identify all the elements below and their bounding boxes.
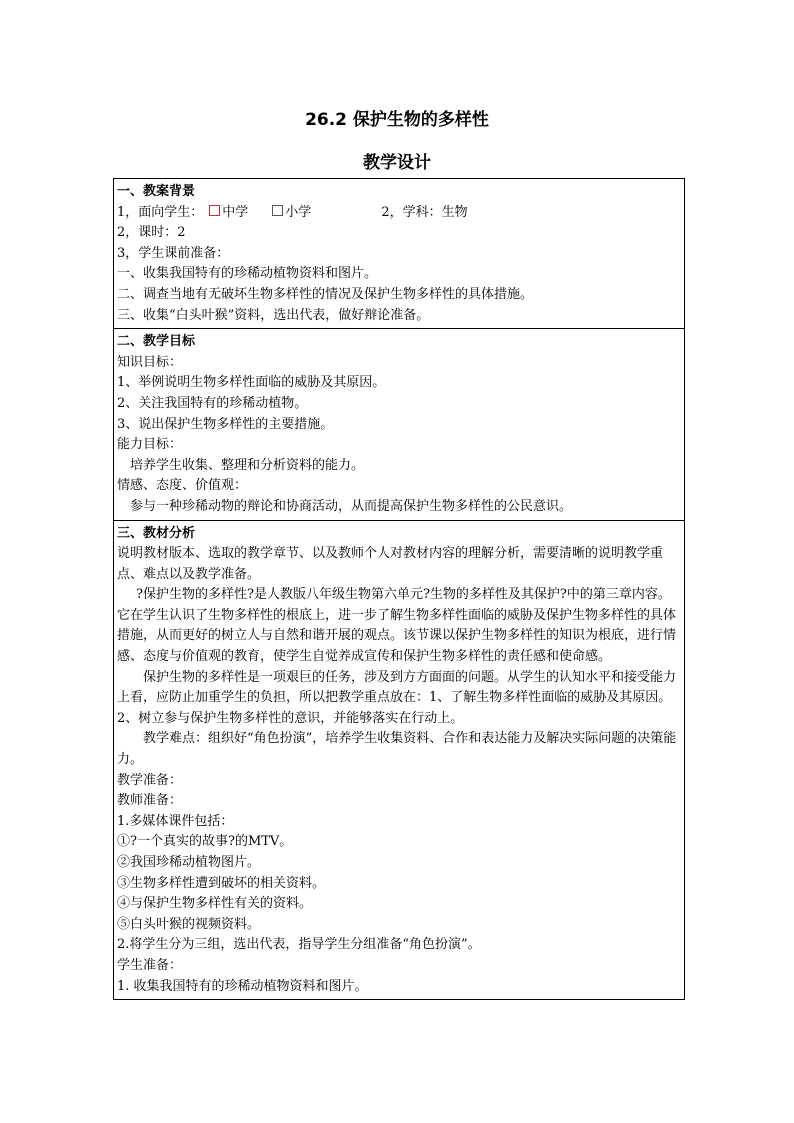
section-analysis-row bbox=[114, 520, 685, 1000]
section-heading: 三、教材分析 bbox=[117, 525, 196, 541]
analysis-paragraph: ?保护生物的多样性?是人教版八年级生物第六单元?生物的多样性及其保护?中的第三章内容。它在学生认识了生物多样性的根底上，进一步了解生物多样性面临的威胁及保护生物多样性的具体措施，从而更好的树立人与自然和谐开展的观点。该节课以保护生物多样性的知识为根底，进行情感、态度与价值观的教育，使学生自觉养成宣传和保护生物多样性的责任感和使命感。 bbox=[117, 587, 677, 665]
multimedia-item: ⑤白头叶猴的视频资料。 bbox=[117, 916, 261, 932]
knowledge-item: 2、关注我国特有的珍稀动植物。 bbox=[117, 395, 308, 411]
multimedia-item: ①?一个真实的故事?的MTV。 bbox=[117, 834, 293, 850]
section-objectives-row bbox=[114, 329, 685, 520]
student-prep-item: 1. 收集我国特有的珍稀动植物资料和图片。 bbox=[117, 978, 368, 994]
analysis-intro: 说明教材版本、选取的教学章节、以及教师个人对教材内容的理解分析，需要清晰的说明教学重点、难点以及教学准备。 bbox=[117, 546, 664, 582]
prep-item: 一、收集我国特有的珍稀动植物资料和图片。 bbox=[117, 266, 378, 282]
knowledge-label: 知识目标： bbox=[117, 354, 183, 370]
multimedia-item: ②我国珍稀动植物图片。 bbox=[117, 855, 261, 870]
prep-label: 3，学生课前准备： bbox=[117, 245, 230, 261]
checkbox-primary-icon[interactable] bbox=[272, 205, 283, 216]
hours-text: 2，课时：2 bbox=[117, 225, 186, 241]
section-heading: 一、教案背景 bbox=[117, 184, 196, 199]
analysis-paragraph: 教学难点：组织好“角色扮演”，培养学生收集资料、合作和表达能力及解决实际问题的决策能力。 bbox=[117, 731, 677, 768]
option-middle-label: 中学 bbox=[222, 204, 249, 220]
section-background-cell bbox=[114, 179, 685, 329]
emotion-text: 参与一种珍稀动物的辩论和协商活动，从而提高保护生物多样性的公民意识。 bbox=[130, 498, 573, 514]
teacher-prep-label: 教师准备： bbox=[117, 793, 183, 809]
multimedia-item: ③生物多样性遭到破坏的相关资料。 bbox=[117, 875, 326, 891]
section-heading: 二、教学目标 bbox=[117, 334, 196, 350]
student-prep-label: 学生准备： bbox=[117, 957, 183, 973]
lesson-plan-table bbox=[113, 178, 685, 1000]
multimedia-label: 1.多媒体课件包括： bbox=[117, 813, 234, 829]
subject-text: 2，学科：生物 bbox=[381, 204, 468, 220]
prep-item: 三、收集“白头叶猴”资料，选出代表，做好辩论准备。 bbox=[117, 307, 430, 323]
audience-label: 1，面向学生： bbox=[117, 204, 204, 220]
analysis-paragraph: 保护生物的多样性是一项艰巨的任务，涉及到方方面面的问题。从学生的认知水平和接受能力上看，应防止加重学生的负担，所以把教学重点放在：1、了解生物多样性面临的威胁及其原因。2、树立参与保护生物多样性的意识，并能够落实在行动上。 bbox=[117, 669, 677, 726]
section-background-row bbox=[114, 179, 685, 329]
knowledge-item: 1、举例说明生物多样性面临的威胁及其原因。 bbox=[117, 375, 386, 391]
ability-text: 培养学生收集、整理和分析资料的能力。 bbox=[130, 457, 365, 473]
prep-item: 二、调查当地有无破坏生物多样性的情况及保护生物多样性的具体措施。 bbox=[117, 286, 534, 302]
teaching-prep-label: 教学准备： bbox=[117, 772, 183, 788]
document-subtitle: 教学设计 bbox=[363, 153, 431, 173]
ability-label: 能力目标： bbox=[117, 437, 183, 453]
section-analysis-cell bbox=[114, 520, 685, 1000]
checkbox-middle-icon[interactable] bbox=[209, 205, 220, 216]
audience-line bbox=[117, 203, 681, 224]
document-title: 26.2 保护生物的多样性 bbox=[305, 110, 489, 130]
section-objectives-cell bbox=[114, 329, 685, 520]
knowledge-item: 3、说出保护生物多样性的主要措施。 bbox=[117, 416, 334, 432]
group-instruction: 2.将学生分为三组，选出代表，指导学生分组准备“角色扮演”。 bbox=[117, 937, 481, 953]
multimedia-item: ④与保护生物多样性有关的资料。 bbox=[117, 896, 313, 912]
emotion-label: 情感、态度、价值观： bbox=[117, 478, 248, 494]
option-primary-label: 小学 bbox=[285, 204, 312, 220]
